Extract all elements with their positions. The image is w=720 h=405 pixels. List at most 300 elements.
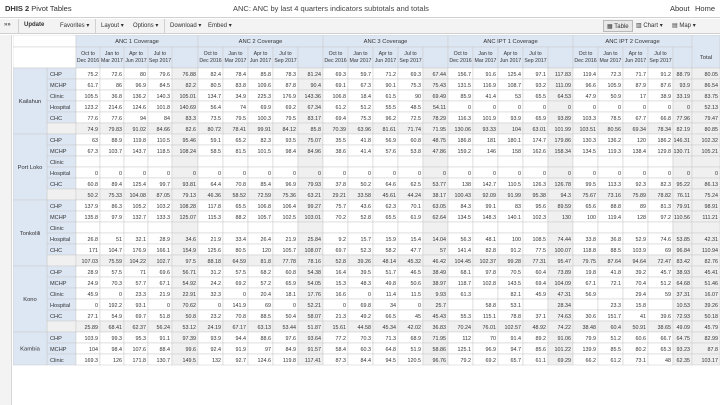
value-text: 16.4 <box>335 270 346 276</box>
value-text: 21.9 <box>285 237 296 243</box>
period-label: Apr to <box>253 51 268 57</box>
value-text: 87.3 <box>335 358 346 364</box>
subtotal-text: 70.24 <box>457 325 471 331</box>
value-text: 57.7 <box>135 281 146 287</box>
value-text: 93.23 <box>676 347 690 353</box>
value-text: 69.8 <box>360 303 371 309</box>
value-cell <box>648 156 673 167</box>
value-cell <box>573 299 598 310</box>
value-text: 24.9 <box>87 281 98 287</box>
subtotal-text: 72.59 <box>257 193 271 199</box>
org-type-label: CHC <box>50 182 63 188</box>
value-text: 78.4 <box>235 72 246 78</box>
caret-down-icon: ▾ <box>120 23 124 29</box>
subtotal-text: 64.59 <box>232 259 246 265</box>
value-text: 95.3 <box>135 336 146 342</box>
value-text: 70.4 <box>635 281 646 287</box>
value-text: 77.2 <box>335 336 346 342</box>
value-cell <box>373 222 398 233</box>
value-text: 32.1 <box>135 237 146 243</box>
value-text: 90.1 <box>385 83 396 89</box>
value-text: 55.5 <box>385 105 396 111</box>
subtotal-text: 79.83 <box>108 127 122 133</box>
value-text: 0 <box>119 292 122 298</box>
period-label: Jul to <box>654 51 667 57</box>
value-text: 51.2 <box>610 336 621 342</box>
value-text: 56.4 <box>210 105 221 111</box>
value-text: 59 <box>665 292 671 298</box>
value-text: 105.9 <box>607 83 621 89</box>
value-text: 106.4 <box>282 204 296 210</box>
value-text: 126.3 <box>532 182 546 188</box>
value-text: 118.5 <box>156 149 170 155</box>
value-text: 143.7 <box>132 149 146 155</box>
value-text: 0 <box>468 105 471 111</box>
value-text: 134.7 <box>207 94 221 100</box>
value-text: 16.6 <box>335 292 346 298</box>
value-text: 103.3 <box>582 116 596 122</box>
org-type-label: Clinic <box>50 226 64 232</box>
value-text: 41.4 <box>485 94 496 100</box>
app-brand[interactable] <box>5 4 72 13</box>
caret-down-icon: ▾ <box>659 23 663 29</box>
value-text: 70.62 <box>182 303 196 309</box>
value-text: 84.96 <box>307 149 321 155</box>
value-text: 39.5 <box>360 270 371 276</box>
value-text: 17 <box>640 94 646 100</box>
value-text: 61.2 <box>610 358 621 364</box>
period-label: Jul to <box>153 51 167 57</box>
value-text: 126 <box>113 358 122 364</box>
period-header <box>172 47 198 68</box>
subtotal-header <box>47 189 76 200</box>
value-text: 118.7 <box>457 281 471 287</box>
corner-cell <box>13 47 76 68</box>
org-type-label: MCHP <box>50 347 67 353</box>
subtotal-text: 75.24 <box>704 193 718 199</box>
value-text: 86.3 <box>111 204 122 210</box>
home-link[interactable]: Home <box>695 4 716 13</box>
org-type-label: CHP <box>50 72 62 78</box>
value-text: 137.9 <box>84 204 98 210</box>
value-text: 47.9 <box>585 94 596 100</box>
value-text: 97.2 <box>660 215 671 221</box>
chart-button[interactable] <box>636 22 663 29</box>
subtotal-text: 75.36 <box>282 193 296 199</box>
value-text: 78.5 <box>610 116 621 122</box>
value-text: 148.3 <box>482 215 496 221</box>
value-text: 0 <box>593 105 596 111</box>
subtotal-text: 51.87 <box>307 325 321 331</box>
value-text: 61.9 <box>410 215 421 221</box>
value-text: 15.3 <box>335 281 346 287</box>
value-text: 51.7 <box>385 270 396 276</box>
subtotal-text: 46.42 <box>432 259 446 265</box>
value-text: 89.2 <box>535 336 546 342</box>
value-text: 28.34 <box>557 303 571 309</box>
value-text: 96.9 <box>285 182 296 188</box>
value-text: 65.9 <box>285 281 296 287</box>
value-text: 69.2 <box>485 358 496 364</box>
subtotal-text: 68.41 <box>108 325 122 331</box>
value-text: 70.2 <box>335 215 346 221</box>
value-text: 36.8 <box>610 237 621 243</box>
value-text: 176.9 <box>282 94 296 100</box>
value-text: 105.2 <box>132 204 146 210</box>
value-cell <box>76 156 100 167</box>
value-text: 100.3 <box>257 116 271 122</box>
update-label: Update <box>24 22 45 28</box>
double-chevron-icon[interactable]: »» <box>4 22 11 28</box>
table-button[interactable] <box>603 20 633 32</box>
value-text: 119.8 <box>282 358 296 364</box>
value-text: 69.6 <box>159 270 170 276</box>
value-text: 111.21 <box>702 215 718 221</box>
value-text: 132 <box>212 358 221 364</box>
subtotal-text: 78.41 <box>232 127 246 133</box>
subtotal-text: 80.56 <box>607 127 621 133</box>
subtotal-text: 80.85 <box>704 127 718 133</box>
value-text: 104.09 <box>554 281 571 287</box>
toolbar <box>0 19 720 34</box>
map-label: Map <box>679 23 692 29</box>
value-text: 9.2 <box>338 237 346 243</box>
subtotal-text: 104.22 <box>129 259 146 265</box>
subtotal-text: 46.36 <box>207 193 221 199</box>
value-cell <box>523 299 548 310</box>
subtotal-text: 94.3 <box>560 193 571 199</box>
table-label: Table <box>614 24 629 30</box>
value-text: 0 <box>293 171 296 177</box>
value-text: 69.4 <box>335 116 346 122</box>
value-text: 79.9 <box>585 336 596 342</box>
favorites-menu[interactable] <box>60 22 89 29</box>
value-text: 47.31 <box>557 292 571 298</box>
value-text: 99.5 <box>585 182 596 188</box>
value-text: 0 <box>568 105 571 111</box>
value-text: 96.9 <box>485 347 496 353</box>
value-text: 72.93 <box>676 314 690 320</box>
org-type-label: Hospital <box>50 105 71 111</box>
value-text: 68.9 <box>410 336 421 342</box>
subtotal-text: 97.5 <box>185 259 196 265</box>
subtotal-text: 85.8 <box>310 127 321 133</box>
value-cell <box>248 156 273 167</box>
value-text: 71.3 <box>385 336 396 342</box>
value-text: 132.7 <box>132 215 146 221</box>
value-text: 104.7 <box>108 248 122 254</box>
value-text: 0 <box>119 171 122 177</box>
period-label: Jan to <box>603 51 618 57</box>
org-type-label: CHP <box>50 336 62 342</box>
value-cell <box>448 299 473 310</box>
value-text: 67.1 <box>159 281 170 287</box>
value-text: 81.24 <box>307 72 321 78</box>
value-text: 113.3 <box>607 182 621 188</box>
value-text: 0 <box>668 105 671 111</box>
value-text: 126.78 <box>554 182 571 188</box>
value-cell <box>598 156 623 167</box>
value-text: 105.7 <box>282 248 296 254</box>
value-text: 14.04 <box>432 237 446 243</box>
subtotal-text: 73.16 <box>607 193 621 199</box>
value-text: 59.7 <box>360 72 371 78</box>
value-text: 128 <box>637 215 646 221</box>
value-text: 26.4 <box>260 237 271 243</box>
period-header <box>298 47 323 68</box>
value-text: 53.85 <box>676 237 690 243</box>
value-text: 0 <box>543 171 546 177</box>
value-text: 0 <box>343 303 346 309</box>
value-text: 117.83 <box>554 72 571 78</box>
value-cell <box>692 222 720 233</box>
value-text: 119.3 <box>607 149 621 155</box>
value-text: 101.8 <box>156 105 170 111</box>
value-text: 125.6 <box>207 248 221 254</box>
update-button[interactable] <box>24 22 44 28</box>
value-text: 0 <box>218 171 221 177</box>
value-text: 89.4 <box>111 182 122 188</box>
org-type-label: CHP <box>50 270 62 276</box>
period-label: Dec 2016 <box>574 58 597 64</box>
value-cell <box>548 156 573 167</box>
options-menu[interactable] <box>133 22 158 29</box>
value-text: 115.1 <box>482 314 496 320</box>
map-button[interactable] <box>672 22 696 29</box>
value-text: 82.2 <box>185 83 196 89</box>
value-text: 66.5 <box>385 314 396 320</box>
value-text: 56.71 <box>182 270 196 276</box>
value-text: 90 <box>415 94 421 100</box>
page-title: ANC: ANC by last 4 quarters indicators subtotals and totals <box>233 4 429 13</box>
value-text: 85.5 <box>610 347 621 353</box>
favorites-label: Favorites <box>60 23 85 29</box>
embed-label: Embed <box>208 23 228 29</box>
value-text: 64.53 <box>557 94 571 100</box>
value-text: 0 <box>443 171 446 177</box>
value-text: 110.94 <box>701 248 718 254</box>
value-text: 192.2 <box>108 303 122 309</box>
subtotal-text: 92.09 <box>482 193 496 199</box>
value-text: 0 <box>687 171 690 177</box>
org-type-label: Clinic <box>50 292 64 298</box>
value-text: 61.7 <box>87 83 98 89</box>
value-text: 15.8 <box>635 303 646 309</box>
value-text: 54.92 <box>182 281 196 287</box>
value-text: 85.6 <box>535 347 546 353</box>
value-text: 86.13 <box>704 182 718 188</box>
subtotal-text: 104 <box>512 127 521 133</box>
value-text: 91.1 <box>159 336 170 342</box>
subtotal-text: 53.12 <box>182 325 196 331</box>
value-text: 108.07 <box>304 248 321 254</box>
subtotal-text: 45.61 <box>382 193 396 199</box>
value-text: 107.6 <box>132 347 146 353</box>
subtotal-text: 48.92 <box>532 325 546 331</box>
subtotal-text: 100.43 <box>454 193 471 199</box>
value-text: 84 <box>164 116 170 122</box>
caret-down-icon: ▾ <box>228 23 232 29</box>
value-cell <box>573 156 598 167</box>
value-text: 77.96 <box>676 116 690 122</box>
value-text: 169.3 <box>84 358 98 364</box>
value-text: 136.2 <box>607 138 621 144</box>
subtotal-text: 45.34 <box>382 325 396 331</box>
value-cell <box>473 288 498 299</box>
subtotal-text: 77.31 <box>532 259 546 265</box>
subtotal-text: 56.24 <box>156 325 170 331</box>
value-text: 87.9 <box>635 83 646 89</box>
value-text: 24.2 <box>210 281 221 287</box>
value-text: 99.3 <box>111 336 122 342</box>
layout-menu[interactable] <box>101 22 124 29</box>
value-text: 54.05 <box>307 281 321 287</box>
about-link[interactable]: About <box>670 4 690 13</box>
subtotal-text: 72.47 <box>657 259 671 265</box>
value-cell <box>298 156 323 167</box>
period-label: Jun 2017 <box>125 58 147 64</box>
subtotal-text: 130.06 <box>454 127 471 133</box>
value-text: 60.4 <box>535 270 546 276</box>
subtotal-text: 63.01 <box>532 127 546 133</box>
value-cell <box>598 288 623 299</box>
value-text: 0 <box>368 171 371 177</box>
embed-menu[interactable] <box>208 22 232 29</box>
value-text: 99.6 <box>185 347 196 353</box>
value-text: 82.1 <box>510 292 521 298</box>
value-text: 88.6 <box>260 336 271 342</box>
subtotal-text: 75.59 <box>108 259 122 265</box>
value-text: 91.2 <box>660 72 671 78</box>
value-cell <box>172 222 198 233</box>
value-text: 39.6 <box>660 314 671 320</box>
value-text: 142.7 <box>482 182 496 188</box>
value-text: 106.8 <box>332 94 346 100</box>
value-text: 85.8 <box>260 72 271 78</box>
value-text: 71.95 <box>432 336 446 342</box>
value-text: 131.5 <box>457 83 471 89</box>
value-text: 50.2 <box>360 182 371 188</box>
value-text: 74 <box>240 105 246 111</box>
value-text: 50.9 <box>610 94 621 100</box>
value-text: 0 <box>318 171 321 177</box>
value-text: 21.9 <box>210 237 221 243</box>
value-text: 52.21 <box>307 303 321 309</box>
value-text: 69.1 <box>335 83 346 89</box>
value-text: 65.2 <box>235 138 246 144</box>
pivot-area <box>0 35 720 405</box>
value-cell <box>448 156 473 167</box>
value-text: 119.8 <box>132 138 146 144</box>
value-text: 136.2 <box>132 94 146 100</box>
value-text: 0 <box>95 171 98 177</box>
value-cell <box>248 222 273 233</box>
value-text: 64.75 <box>676 336 690 342</box>
value-cell <box>223 222 248 233</box>
subtotal-text: 78.34 <box>657 127 671 133</box>
period-label: Jan to <box>104 51 120 57</box>
value-text: 106.8 <box>257 204 271 210</box>
chart-label: Chart <box>643 23 659 29</box>
value-text: 105.01 <box>179 94 196 100</box>
value-text: 91.6 <box>485 72 496 78</box>
org-type-label: MCHP <box>50 149 67 155</box>
value-text: 74.6 <box>660 237 671 243</box>
toolbar-divider <box>18 19 19 34</box>
subtotal-text: 71.95 <box>432 127 446 133</box>
org-type-label: CHC <box>50 314 63 320</box>
value-text: 80.5 <box>210 83 221 89</box>
org-type-label: CHP <box>50 138 62 144</box>
value-text: 21.3 <box>335 314 346 320</box>
value-text: 37.31 <box>676 292 690 298</box>
value-text: 105.7 <box>257 215 271 221</box>
value-text: 33.8 <box>585 237 596 243</box>
value-text: 0 <box>268 171 271 177</box>
period-label: Mar 2017 <box>101 58 123 64</box>
download-menu[interactable] <box>170 22 201 29</box>
value-text: 130 <box>562 215 571 221</box>
value-text: 69.49 <box>432 94 446 100</box>
value-text: 70.8 <box>235 182 246 188</box>
value-text: 25.7 <box>435 303 446 309</box>
value-text: 68.1 <box>460 270 471 276</box>
value-text: 120 <box>637 138 646 144</box>
value-text: 93.2 <box>535 83 546 89</box>
value-text: 62.35 <box>676 358 690 364</box>
value-text: 47.86 <box>432 149 446 155</box>
value-text: 102.5 <box>282 215 296 221</box>
value-text: 0 <box>167 303 170 309</box>
period-label: Apr to <box>503 51 518 57</box>
value-text: 69.3 <box>410 72 421 78</box>
value-text: 63.05 <box>432 204 446 210</box>
value-text: 133.3 <box>156 215 170 221</box>
value-text: 154.9 <box>182 248 196 254</box>
subtotal-text: 70.39 <box>332 127 346 133</box>
value-text: 156.7 <box>457 72 471 78</box>
org-type-label: Hospital <box>50 237 71 243</box>
value-text: 141.9 <box>232 303 246 309</box>
value-text: 58.4 <box>335 347 346 353</box>
value-text: 77.6 <box>111 116 122 122</box>
value-text: 102.3 <box>532 215 546 221</box>
value-text: 92.3 <box>635 182 646 188</box>
value-text: 70.5 <box>510 270 521 276</box>
value-text: 83.75 <box>704 94 718 100</box>
value-text: 43.6 <box>360 204 371 210</box>
value-text: 174.7 <box>532 138 546 144</box>
collapsed-side-panel[interactable] <box>0 35 12 405</box>
value-text: 18.1 <box>285 292 296 298</box>
value-text: 9.93 <box>435 292 446 298</box>
value-text: 49.8 <box>385 281 396 287</box>
subtotal-text: 93.33 <box>482 127 496 133</box>
subtotal-text: 87.64 <box>607 259 621 265</box>
value-text: 97.9 <box>111 215 122 221</box>
value-text: 79.91 <box>676 204 690 210</box>
value-text: 82.3 <box>260 138 271 144</box>
subtotal-text: 24.19 <box>207 325 221 331</box>
value-text: 23.2 <box>210 314 221 320</box>
value-text: 0 <box>368 292 371 298</box>
subtotal-text: 81.8 <box>260 259 271 265</box>
value-text: 102.8 <box>482 281 496 287</box>
value-text: 67.1 <box>585 281 596 287</box>
value-text: 0 <box>343 171 346 177</box>
value-text: 83 <box>515 204 521 210</box>
period-label: Oct to <box>81 51 95 57</box>
